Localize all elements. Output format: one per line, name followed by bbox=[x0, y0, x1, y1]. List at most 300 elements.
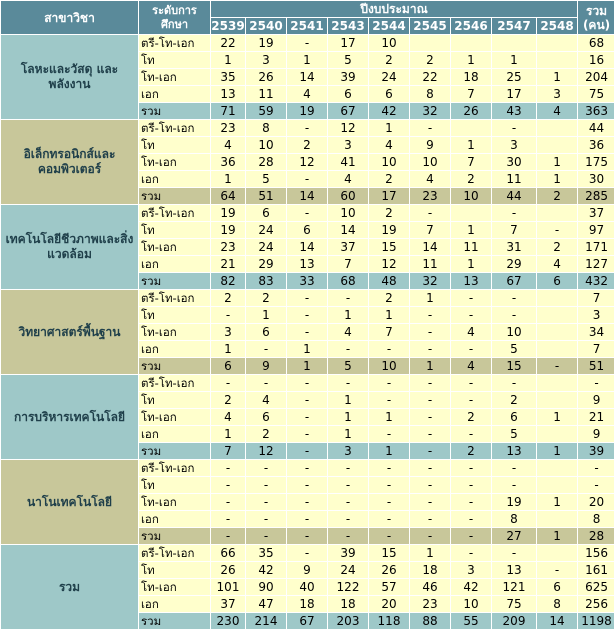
value-cell: - bbox=[246, 460, 286, 476]
row-total-cell: 3 bbox=[578, 307, 614, 323]
value-cell: - bbox=[287, 171, 327, 187]
level-cell: รวม bbox=[139, 443, 210, 459]
row-total-cell: 256 bbox=[578, 596, 614, 612]
level-cell: เอก bbox=[139, 256, 210, 272]
value-cell: 15 bbox=[492, 358, 536, 374]
value-cell: 19 bbox=[246, 35, 286, 51]
value-cell: 1 bbox=[369, 443, 409, 459]
value-cell: 37 bbox=[211, 596, 245, 612]
level-cell: โท bbox=[139, 222, 210, 238]
value-cell: 11 bbox=[451, 239, 491, 255]
value-cell: 4 bbox=[211, 137, 245, 153]
value-cell: - bbox=[369, 392, 409, 408]
row-total-cell: 363 bbox=[578, 103, 614, 119]
row-total-cell: 161 bbox=[578, 562, 614, 578]
value-cell: - bbox=[287, 545, 327, 561]
value-cell: 6 bbox=[246, 205, 286, 221]
value-cell: - bbox=[451, 477, 491, 493]
value-cell: 26 bbox=[211, 562, 245, 578]
value-cell: - bbox=[211, 528, 245, 544]
value-cell bbox=[537, 392, 577, 408]
value-cell: 66 bbox=[211, 545, 245, 561]
row-total-cell: 28 bbox=[578, 528, 614, 544]
value-cell: 4 bbox=[246, 392, 286, 408]
value-cell: 22 bbox=[410, 69, 450, 85]
value-cell: 1 bbox=[492, 52, 536, 68]
value-cell: 13 bbox=[492, 562, 536, 578]
value-cell: 88 bbox=[410, 613, 450, 629]
value-cell: 26 bbox=[451, 103, 491, 119]
value-cell: 2 bbox=[492, 392, 536, 408]
value-cell: 11 bbox=[492, 171, 536, 187]
value-cell: 24 bbox=[328, 562, 368, 578]
value-cell: 13 bbox=[451, 273, 491, 289]
value-cell: - bbox=[328, 290, 368, 306]
value-cell: 10 bbox=[369, 35, 409, 51]
value-cell: - bbox=[287, 205, 327, 221]
value-cell: 9 bbox=[287, 562, 327, 578]
value-cell: 18 bbox=[410, 562, 450, 578]
value-cell: 2 bbox=[410, 52, 450, 68]
value-cell: - bbox=[287, 375, 327, 391]
value-cell: - bbox=[328, 528, 368, 544]
value-cell: - bbox=[369, 375, 409, 391]
value-cell: 3 bbox=[492, 137, 536, 153]
row-total-cell: 204 bbox=[578, 69, 614, 85]
value-cell: 42 bbox=[246, 562, 286, 578]
value-cell: - bbox=[287, 443, 327, 459]
value-cell bbox=[537, 426, 577, 442]
value-cell: 3 bbox=[328, 137, 368, 153]
value-cell: 26 bbox=[246, 69, 286, 85]
value-cell: - bbox=[211, 375, 245, 391]
value-cell: 23 bbox=[410, 188, 450, 204]
value-cell: 14 bbox=[410, 239, 450, 255]
value-cell: 4 bbox=[451, 324, 491, 340]
value-cell: - bbox=[451, 307, 491, 323]
value-cell: 14 bbox=[287, 188, 327, 204]
value-cell: 18 bbox=[328, 596, 368, 612]
value-cell: - bbox=[246, 477, 286, 493]
value-cell: 13 bbox=[492, 443, 536, 459]
value-cell: - bbox=[287, 528, 327, 544]
value-cell: 9 bbox=[246, 358, 286, 374]
value-cell: 1 bbox=[537, 409, 577, 425]
value-cell bbox=[537, 545, 577, 561]
value-cell: 35 bbox=[246, 545, 286, 561]
value-cell: 5 bbox=[492, 426, 536, 442]
value-cell: 1 bbox=[287, 358, 327, 374]
value-cell: 3 bbox=[537, 86, 577, 102]
value-cell: 1 bbox=[211, 52, 245, 68]
value-cell: 101 bbox=[211, 579, 245, 595]
value-cell: 20 bbox=[369, 596, 409, 612]
value-cell: 9 bbox=[410, 137, 450, 153]
value-cell: 44 bbox=[492, 188, 536, 204]
value-cell: - bbox=[211, 307, 245, 323]
level-cell: ตรี-โท-เอก bbox=[139, 120, 210, 136]
row-total-cell: 36 bbox=[578, 137, 614, 153]
value-cell: 1 bbox=[211, 171, 245, 187]
row-total-cell: - bbox=[578, 375, 614, 391]
level-cell: ตรี-โท-เอก bbox=[139, 545, 210, 561]
level-cell: ตรี-โท-เอก bbox=[139, 35, 210, 51]
value-cell: 22 bbox=[211, 35, 245, 51]
value-cell: 27 bbox=[492, 528, 536, 544]
value-cell: - bbox=[410, 324, 450, 340]
value-cell: 14 bbox=[328, 222, 368, 238]
value-cell bbox=[451, 205, 491, 221]
value-cell: 1 bbox=[328, 392, 368, 408]
value-cell bbox=[537, 290, 577, 306]
value-cell: - bbox=[451, 426, 491, 442]
value-cell: 59 bbox=[246, 103, 286, 119]
value-cell: - bbox=[211, 494, 245, 510]
value-cell: 90 bbox=[246, 579, 286, 595]
level-cell: รวม bbox=[139, 528, 210, 544]
value-cell: - bbox=[328, 375, 368, 391]
value-cell: 1 bbox=[287, 52, 327, 68]
value-cell: 1 bbox=[537, 443, 577, 459]
value-cell: 1 bbox=[328, 409, 368, 425]
value-cell: 1 bbox=[328, 307, 368, 323]
value-cell: - bbox=[246, 528, 286, 544]
value-cell: 2 bbox=[451, 171, 491, 187]
value-cell: - bbox=[451, 341, 491, 357]
value-cell bbox=[537, 205, 577, 221]
value-cell: 8 bbox=[492, 511, 536, 527]
value-cell: - bbox=[492, 205, 536, 221]
year-header: 2547 bbox=[492, 18, 536, 34]
row-total-cell: - bbox=[578, 477, 614, 493]
value-cell: 31 bbox=[492, 239, 536, 255]
value-cell: 7 bbox=[369, 324, 409, 340]
value-cell: 30 bbox=[492, 154, 536, 170]
value-cell: 17 bbox=[328, 35, 368, 51]
value-cell: - bbox=[369, 460, 409, 476]
value-cell bbox=[537, 324, 577, 340]
value-cell: - bbox=[287, 460, 327, 476]
level-cell: ตรี-โท-เอก bbox=[139, 460, 210, 476]
value-cell: - bbox=[328, 511, 368, 527]
value-cell: 29 bbox=[492, 256, 536, 272]
value-cell: 1 bbox=[451, 137, 491, 153]
value-cell: 23 bbox=[410, 596, 450, 612]
value-cell: 6 bbox=[246, 324, 286, 340]
level-cell: โท-เอก bbox=[139, 154, 210, 170]
value-cell: 17 bbox=[492, 86, 536, 102]
level-cell: รวม bbox=[139, 273, 210, 289]
table-row bbox=[1, 205, 614, 221]
year-header: 2539 bbox=[211, 19, 245, 33]
value-cell: 209 bbox=[492, 613, 536, 629]
level-cell: รวม bbox=[139, 188, 210, 204]
field-column-header: สาขาวิชา bbox=[1, 1, 138, 34]
row-total-cell: 75 bbox=[578, 86, 614, 102]
value-cell: 32 bbox=[410, 273, 450, 289]
row-total-cell: 9 bbox=[578, 392, 614, 408]
value-cell: 23 bbox=[211, 239, 245, 255]
value-cell: - bbox=[287, 494, 327, 510]
value-cell: 1 bbox=[410, 290, 450, 306]
value-cell: 10 bbox=[369, 358, 409, 374]
value-cell: 6 bbox=[537, 273, 577, 289]
value-cell bbox=[537, 511, 577, 527]
field-name-cell: อิเล็กทรอนิกส์และคอมพิวเตอร์ bbox=[1, 120, 138, 204]
value-cell: 26 bbox=[369, 562, 409, 578]
value-cell: 41 bbox=[328, 154, 368, 170]
value-cell: 67 bbox=[492, 273, 536, 289]
value-cell: - bbox=[287, 511, 327, 527]
value-cell: 3 bbox=[246, 52, 286, 68]
row-total-cell: 285 bbox=[578, 188, 614, 204]
level-column-header: ระดับการศึกษา bbox=[139, 1, 210, 34]
value-cell bbox=[537, 341, 577, 357]
value-cell: 4 bbox=[211, 409, 245, 425]
value-cell: 8 bbox=[537, 596, 577, 612]
value-cell: 7 bbox=[211, 443, 245, 459]
value-cell: - bbox=[246, 494, 286, 510]
value-cell: 42 bbox=[369, 103, 409, 119]
level-cell: โท bbox=[139, 562, 210, 578]
value-cell: 47 bbox=[246, 596, 286, 612]
value-cell: - bbox=[287, 324, 327, 340]
year-header: 2541 bbox=[287, 18, 327, 34]
value-cell: - bbox=[369, 426, 409, 442]
value-cell: 39 bbox=[328, 69, 368, 85]
level-cell: ตรี-โท-เอก bbox=[139, 375, 210, 391]
value-cell: 32 bbox=[410, 103, 450, 119]
value-cell: 5 bbox=[328, 358, 368, 374]
value-cell: 12 bbox=[369, 256, 409, 272]
value-cell: 12 bbox=[328, 120, 368, 136]
value-cell: - bbox=[211, 460, 245, 476]
value-cell: 4 bbox=[410, 171, 450, 187]
value-cell: - bbox=[369, 528, 409, 544]
value-cell: 5 bbox=[492, 341, 536, 357]
value-cell: 4 bbox=[537, 103, 577, 119]
value-cell: 14 bbox=[287, 239, 327, 255]
value-cell: 37 bbox=[328, 239, 368, 255]
value-cell: 10 bbox=[492, 324, 536, 340]
row-total-cell: 68 bbox=[578, 35, 614, 51]
value-cell: 2 bbox=[246, 426, 286, 442]
level-cell: เอก bbox=[139, 596, 210, 612]
value-cell: 8 bbox=[410, 86, 450, 102]
value-cell: - bbox=[451, 460, 491, 476]
value-cell: 7 bbox=[451, 86, 491, 102]
row-total-cell: 1198 bbox=[578, 613, 614, 629]
value-cell: - bbox=[410, 511, 450, 527]
value-cell: - bbox=[410, 409, 450, 425]
row-total-cell: 34 bbox=[578, 324, 614, 340]
value-cell: 1 bbox=[410, 358, 450, 374]
value-cell: 57 bbox=[369, 579, 409, 595]
value-cell: 1 bbox=[369, 120, 409, 136]
table-row bbox=[1, 460, 614, 476]
value-cell: 1 bbox=[537, 154, 577, 170]
value-cell: - bbox=[492, 375, 536, 391]
value-cell: 68 bbox=[328, 273, 368, 289]
row-total-cell: 97 bbox=[578, 222, 614, 238]
value-cell: - bbox=[369, 341, 409, 357]
table-body bbox=[1, 35, 614, 629]
row-total-cell: 9 bbox=[578, 426, 614, 442]
value-cell: - bbox=[369, 511, 409, 527]
level-cell: เอก bbox=[139, 86, 210, 102]
value-cell bbox=[537, 137, 577, 153]
value-cell: 15 bbox=[369, 239, 409, 255]
value-cell: - bbox=[246, 341, 286, 357]
level-cell: โท-เอก bbox=[139, 324, 210, 340]
value-cell: 214 bbox=[246, 613, 286, 629]
value-cell: 28 bbox=[246, 154, 286, 170]
value-cell: - bbox=[410, 443, 450, 459]
value-cell: 7 bbox=[451, 154, 491, 170]
value-cell: 29 bbox=[246, 256, 286, 272]
value-cell: 4 bbox=[451, 358, 491, 374]
value-cell: - bbox=[492, 545, 536, 561]
field-name-cell: นาโนเทคโนโลยี bbox=[1, 460, 138, 544]
value-cell: - bbox=[492, 290, 536, 306]
value-cell: 4 bbox=[328, 324, 368, 340]
value-cell bbox=[537, 460, 577, 476]
value-cell: 2 bbox=[211, 290, 245, 306]
year-header: 2545 bbox=[410, 18, 450, 34]
row-total-cell: 156 bbox=[578, 545, 614, 561]
level-cell: รวม bbox=[139, 613, 210, 629]
table-row bbox=[1, 545, 614, 561]
row-total-cell: 39 bbox=[578, 443, 614, 459]
value-cell bbox=[537, 477, 577, 493]
value-cell: - bbox=[492, 307, 536, 323]
value-cell: - bbox=[328, 460, 368, 476]
value-cell: 55 bbox=[451, 613, 491, 629]
value-cell: 1 bbox=[369, 307, 409, 323]
value-cell: - bbox=[211, 477, 245, 493]
value-cell: 122 bbox=[328, 579, 368, 595]
value-cell: 83 bbox=[246, 273, 286, 289]
value-cell: 6 bbox=[211, 358, 245, 374]
value-cell: 10 bbox=[451, 188, 491, 204]
row-total-cell: 127 bbox=[578, 256, 614, 272]
value-cell: - bbox=[410, 307, 450, 323]
value-cell: 1 bbox=[410, 545, 450, 561]
value-cell: 1 bbox=[537, 528, 577, 544]
value-cell: 6 bbox=[328, 86, 368, 102]
level-cell: โท bbox=[139, 307, 210, 323]
row-total-cell: 432 bbox=[578, 273, 614, 289]
value-cell: 3 bbox=[211, 324, 245, 340]
value-cell: - bbox=[451, 392, 491, 408]
value-cell: - bbox=[410, 460, 450, 476]
value-cell: 10 bbox=[410, 154, 450, 170]
value-cell: 10 bbox=[328, 205, 368, 221]
level-cell: โท-เอก bbox=[139, 409, 210, 425]
year-header: 2548 bbox=[537, 18, 577, 34]
value-cell: 203 bbox=[328, 613, 368, 629]
value-cell: 19 bbox=[369, 222, 409, 238]
value-cell: 230 bbox=[211, 613, 245, 629]
value-cell: 6 bbox=[537, 579, 577, 595]
row-total-cell: 8 bbox=[578, 511, 614, 527]
value-cell: 2 bbox=[211, 392, 245, 408]
value-cell: 67 bbox=[328, 103, 368, 119]
level-cell: โท bbox=[139, 52, 210, 68]
value-cell: - bbox=[492, 460, 536, 476]
value-cell: 2 bbox=[537, 239, 577, 255]
value-cell: - bbox=[410, 426, 450, 442]
value-cell: 24 bbox=[246, 239, 286, 255]
value-cell: 3 bbox=[328, 443, 368, 459]
table-row bbox=[1, 290, 614, 306]
value-cell: 121 bbox=[492, 579, 536, 595]
value-cell: 1 bbox=[328, 426, 368, 442]
table-row bbox=[1, 35, 614, 51]
value-cell bbox=[537, 35, 577, 51]
value-cell: 82 bbox=[211, 273, 245, 289]
level-cell: เอก bbox=[139, 511, 210, 527]
value-cell: 1 bbox=[451, 256, 491, 272]
value-cell bbox=[537, 120, 577, 136]
value-cell: 21 bbox=[211, 256, 245, 272]
value-cell: - bbox=[492, 120, 536, 136]
value-cell: 23 bbox=[211, 120, 245, 136]
value-cell: 2 bbox=[451, 443, 491, 459]
row-total-cell: 175 bbox=[578, 154, 614, 170]
value-cell: - bbox=[537, 222, 577, 238]
value-cell: 1 bbox=[369, 409, 409, 425]
value-cell: - bbox=[246, 511, 286, 527]
value-cell: - bbox=[369, 477, 409, 493]
value-cell: 4 bbox=[537, 256, 577, 272]
value-cell: 2 bbox=[537, 188, 577, 204]
value-cell: - bbox=[492, 477, 536, 493]
level-cell: โท bbox=[139, 392, 210, 408]
value-cell: 2 bbox=[369, 205, 409, 221]
value-cell: 11 bbox=[410, 256, 450, 272]
field-name-cell: การบริหารเทคโนโลยี bbox=[1, 375, 138, 459]
value-cell: 2 bbox=[369, 171, 409, 187]
value-cell: - bbox=[287, 477, 327, 493]
value-cell: - bbox=[451, 511, 491, 527]
value-cell: 2 bbox=[287, 137, 327, 153]
value-cell: - bbox=[451, 528, 491, 544]
value-cell: - bbox=[410, 392, 450, 408]
field-name-cell: รวม bbox=[1, 545, 138, 629]
value-cell: 2 bbox=[451, 409, 491, 425]
value-cell: 25 bbox=[492, 69, 536, 85]
value-cell: 19 bbox=[211, 222, 245, 238]
value-cell: 18 bbox=[287, 596, 327, 612]
value-cell: - bbox=[287, 120, 327, 136]
value-cell: 6 bbox=[492, 409, 536, 425]
field-name-cell: เทคโนโลยีชีวภาพและสิ่งแวดล้อม bbox=[1, 205, 138, 289]
level-cell: ตรี-โท-เอก bbox=[139, 205, 210, 221]
value-cell: 12 bbox=[246, 443, 286, 459]
value-cell: - bbox=[451, 375, 491, 391]
level-cell: โท-เอก bbox=[139, 579, 210, 595]
level-cell: โท bbox=[139, 137, 210, 153]
value-cell bbox=[537, 52, 577, 68]
value-cell: - bbox=[246, 375, 286, 391]
value-cell: 36 bbox=[211, 154, 245, 170]
value-cell: 118 bbox=[369, 613, 409, 629]
value-cell: 6 bbox=[287, 222, 327, 238]
value-cell: - bbox=[451, 494, 491, 510]
value-cell: 2 bbox=[369, 290, 409, 306]
value-cell: - bbox=[287, 392, 327, 408]
